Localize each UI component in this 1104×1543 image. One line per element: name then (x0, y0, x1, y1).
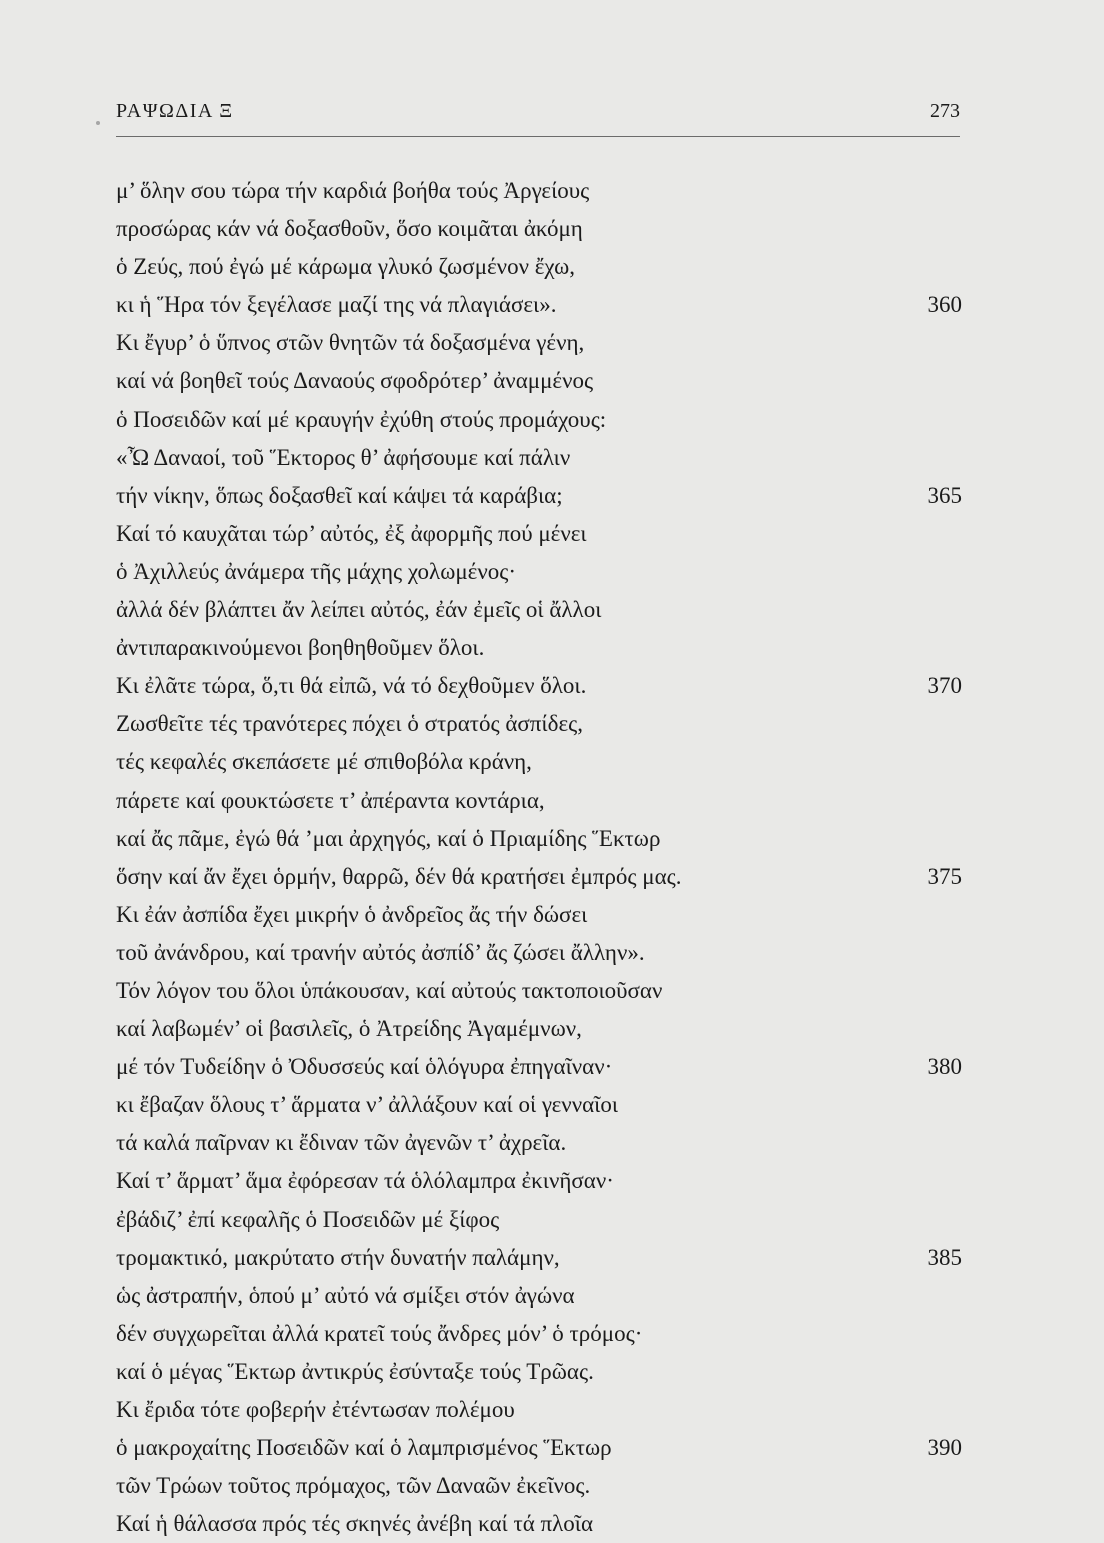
verse-line (116, 1162, 962, 1200)
verse-text: ἐβάδιζ’ ἐπί κεφαλῆς ὁ Ποσειδῶν μέ ξίφος (116, 1206, 500, 1232)
verse-text: ἀλλά δέν βλάπτει ἄν λείπει αὐτός, ἐάν ἐμεῖς οἱ ἄλλοι (116, 597, 602, 623)
line-number: 360 (927, 292, 962, 318)
verse-block (116, 172, 962, 1543)
verse-text: Ζωσθεῖτε τές τρανότερες πόχει ὁ στρατός ἀσπίδες, (116, 711, 583, 737)
verse-line (116, 324, 962, 362)
line-number: 380 (927, 1054, 962, 1080)
verse-text: τρομακτικό, μακρύτατο στήν δυνατήν παλάμην, (116, 1244, 560, 1270)
verse-text: καί ὁ μέγας Ἕκτωρ ἀντικρύς ἐσύνταξε τούς Τρῶας. (116, 1358, 594, 1384)
verse-text: Κι ἐλᾶτε τώρα, ὅ,τι θά εἰπῶ, νά τό δεχθοῦμεν ὅλοι. (116, 673, 587, 699)
verse-line (116, 858, 962, 896)
verse-line (116, 553, 962, 591)
verse-text: καί ἄς πᾶμε, ἐγώ θά ’μαι ἀρχηγός, καί ὁ Πριαμίδης Ἕκτωρ (116, 825, 661, 851)
verse-line (116, 1201, 962, 1239)
verse-line (116, 782, 962, 820)
verse-text: Καί ἡ θάλασσα πρός τές σκηνές ἀνέβη καί τά πλοῖα (116, 1511, 594, 1537)
verse-text: κι ἔβαζαν ὅλους τ’ ἅρματα ν’ ἀλλάξουν καί οἱ γενναῖοι (116, 1092, 619, 1118)
verse-line (116, 286, 962, 324)
verse-text: Κι ἔριδα τότε φοβερήν ἐτέντωσαν πολέμου (116, 1397, 515, 1422)
verse-line (116, 1124, 962, 1162)
verse-line (116, 1467, 962, 1505)
verse-text: «Ὦ Δαναοί, τοῦ Ἕκτορος θ’ ἀφήσουμε καί πάλιν (116, 444, 571, 470)
verse-text: μέ τόν Τυδείδην ὁ Ὀδυσσεύς καί ὁλόγυρα ἐπηγαῖναν· (116, 1054, 613, 1080)
line-number: 365 (927, 482, 962, 508)
verse-text: τήν νίκην, ὅπως δοξασθεῖ καί κάψει τά καράβια; (116, 482, 563, 508)
verse-line (116, 820, 962, 858)
verse-line (116, 1086, 962, 1124)
verse-text: καί νά βοηθεῖ τούς Δαναούς σφοδρότερ’ ἀναμμένος (116, 368, 594, 394)
running-head (116, 98, 960, 130)
verse-text: μ’ ὅλην σου τώρα τήν καρδιά βοήθα τούς Ἀργείους (116, 178, 590, 203)
verse-line (116, 1353, 962, 1391)
line-number: 375 (927, 863, 962, 889)
verse-line (116, 248, 962, 286)
verse-text: Τόν λόγον του ὅλοι ὑπάκουσαν, καί αὐτούς τακτοποιοῦσαν (116, 977, 663, 1003)
verse-text: καί λαβωμέν’ οἱ βασιλεῖς, ὁ Ἀτρείδης Ἀγαμέμνων, (116, 1016, 582, 1042)
verse-line (116, 362, 962, 400)
verse-text: τοῦ ἀνάνδρου, καί τρανήν αὐτός ἀσπίδ’ ἄς ζώσει ἄλλην». (116, 939, 645, 965)
verse-text: ὡς ἀστραπήν, ὁπού μ’ αὐτό νά σμίξει στόν ἀγώνα (116, 1282, 575, 1308)
verse-text: Κι ἐάν ἀσπίδα ἔχει μικρήν ὁ ἀνδρεῖος ἄς τήν δώσει (116, 901, 588, 927)
verse-text: τά καλά παῖρναν κι ἔδιναν τῶν ἀγενῶν τ’ ἀχρεῖα. (116, 1130, 567, 1156)
verse-line (116, 515, 962, 553)
verse-line (116, 934, 962, 972)
verse-line (116, 401, 962, 439)
margin-mark (96, 121, 100, 125)
verse-line (116, 972, 962, 1010)
verse-text: κι ἡ Ἥρα τόν ξεγέλασε μαζί της νά πλαγιάσει». (116, 292, 557, 318)
verse-line (116, 1010, 962, 1048)
line-number: 390 (927, 1435, 962, 1461)
verse-line (116, 1391, 962, 1429)
verse-line (116, 1277, 962, 1315)
verse-text: προσώρας κάν νά δοξασθοῦν, ὅσο κοιμᾶται ἀκόμη (116, 216, 583, 242)
verse-line (116, 667, 962, 705)
line-number: 385 (927, 1244, 962, 1270)
verse-text: τῶν Τρώων τοῦτος πρόμαχος, τῶν Δαναῶν ἐκεῖνος. (116, 1473, 591, 1499)
verse-text: Καί τ’ ἅρματ’ ἅμα ἐφόρεσαν τά ὁλόλαμπρα ἐκινῆσαν· (116, 1168, 614, 1194)
verse-line (116, 1315, 962, 1353)
running-title: ΡΑΨΩΔΙΑ Ξ (116, 100, 234, 122)
verse-text: δέν συγχωρεῖται ἀλλά κρατεῖ τούς ἄνδρες μόν’ ὁ τρόμος· (116, 1320, 643, 1346)
verse-line (116, 1048, 962, 1086)
verse-line (116, 743, 962, 781)
verse-text: τές κεφαλές σκεπάσετε μέ σπιθοβόλα κράνη, (116, 749, 532, 775)
verse-text: πάρετε καί φουκτώσετε τ’ ἀπέραντα κοντάρια, (116, 787, 545, 813)
verse-text: ὁ Ζεύς, πού ἐγώ μέ κάρωμα γλυκό ζωσμένον ἔχω, (116, 254, 575, 280)
verse-line (116, 1505, 962, 1543)
verse-line (116, 172, 962, 210)
header-rule (116, 136, 960, 137)
verse-text: ὅσην καί ἄν ἔχει ὁρμήν, θαρρῶ, δέν θά κρατήσει ἐμπρός μας. (116, 863, 682, 889)
verse-text: Κι ἔγυρ’ ὁ ὕπνος στῶν θνητῶν τά δοξασμένα γένη, (116, 330, 585, 356)
verse-line (116, 591, 962, 629)
verse-text: ἀντιπαρακινούμενοι βοηθηθοῦμεν ὅλοι. (116, 635, 485, 661)
verse-line (116, 896, 962, 934)
verse-line (116, 439, 962, 477)
verse-text: Καί τό καυχᾶται τώρ’ αὐτός, ἐξ ἀφορμῆς πού μένει (116, 520, 587, 546)
verse-text: ὁ Ἀχιλλεύς ἀνάμερα τῆς μάχης χολωμένος· (116, 558, 516, 584)
verse-text: ὁ μακροχαίτης Ποσειδῶν καί ὁ λαμπρισμένος Ἕκτωρ (116, 1435, 612, 1461)
line-number: 370 (927, 673, 962, 699)
verse-line (116, 1239, 962, 1277)
verse-text: ὁ Ποσειδῶν καί μέ κραυγήν ἐχύθη στούς προμάχους: (116, 406, 607, 432)
verse-line (116, 210, 962, 248)
verse-line (116, 477, 962, 515)
verse-line (116, 705, 962, 743)
page-number: 273 (930, 100, 960, 122)
verse-line (116, 1429, 962, 1467)
verse-line (116, 629, 962, 667)
